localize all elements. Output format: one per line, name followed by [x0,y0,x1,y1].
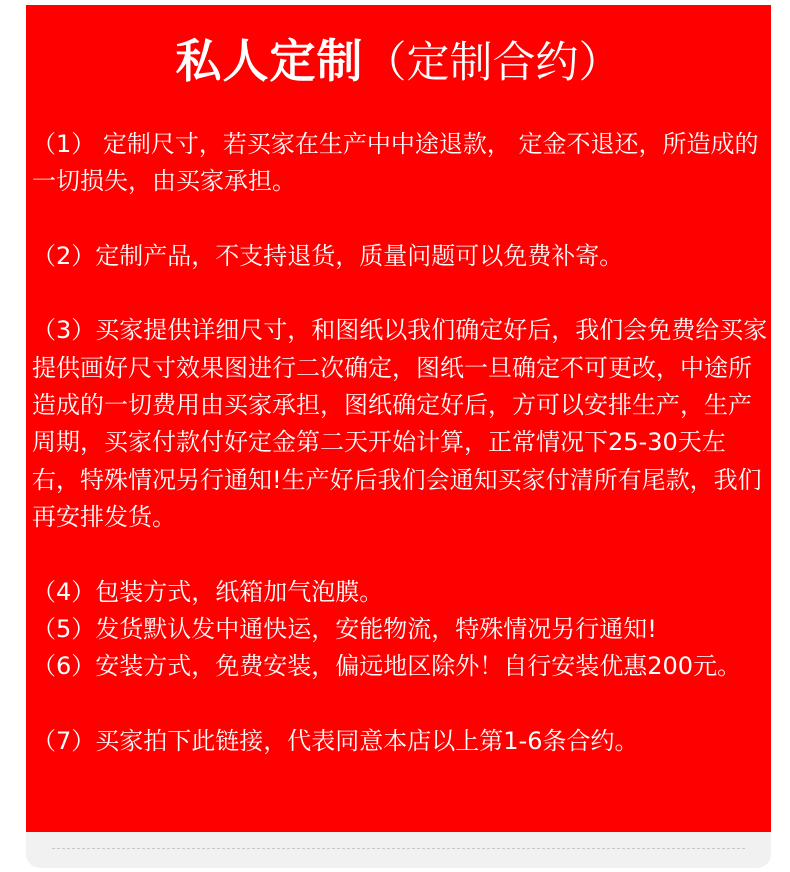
paragraph-gap [32,275,772,312]
dotted-divider [52,848,745,849]
paragraph-gap [32,536,772,573]
footer-bar [26,832,771,868]
clause-3: （3）买家提供详细尺寸，和图纸以我们确定好后，我们会免费给买家提供画好尺寸效果图进行二次确定，图纸一旦确定不可更改，中途所造成的一切费用由买家承担，图纸确定好后，方可以安排生产，生产周期，买家付款付好定金第二天开始计算，正常情况下25-30天左右，特殊情况另行通知!生产好后我们会通知买家付清所有尾款，我们再安排发货。 [32,316,768,531]
page-title [26,31,771,102]
clause-6: （6）安装方式，免费安装，偏远地区除外！自行安装优惠200元。 [32,652,742,681]
clause-5: （5）发货默认发中通快运，安能物流，特殊情况另行通知! [32,614,657,643]
contract-body [32,126,772,760]
paragraph-gap [32,201,772,238]
clause-1: （1） 定制尺寸，若买家在生产中中途退款， 定金不退还，所造成的一切损失，由买家承担。 [32,130,759,196]
clause-7: （7）买家拍下此链接，代表同意本店以上第1-6条合约。 [32,726,639,755]
paragraph-gap [32,685,772,722]
title-sub: （定制合约） [363,38,622,88]
clause-2: （2）定制产品，不支持退货，质量问题可以免费补寄。 [32,241,624,270]
clause-4: （4）包装方式，纸箱加气泡膜。 [32,577,384,606]
title-main: 私人定制 [175,34,364,88]
contract-panel [26,5,771,832]
